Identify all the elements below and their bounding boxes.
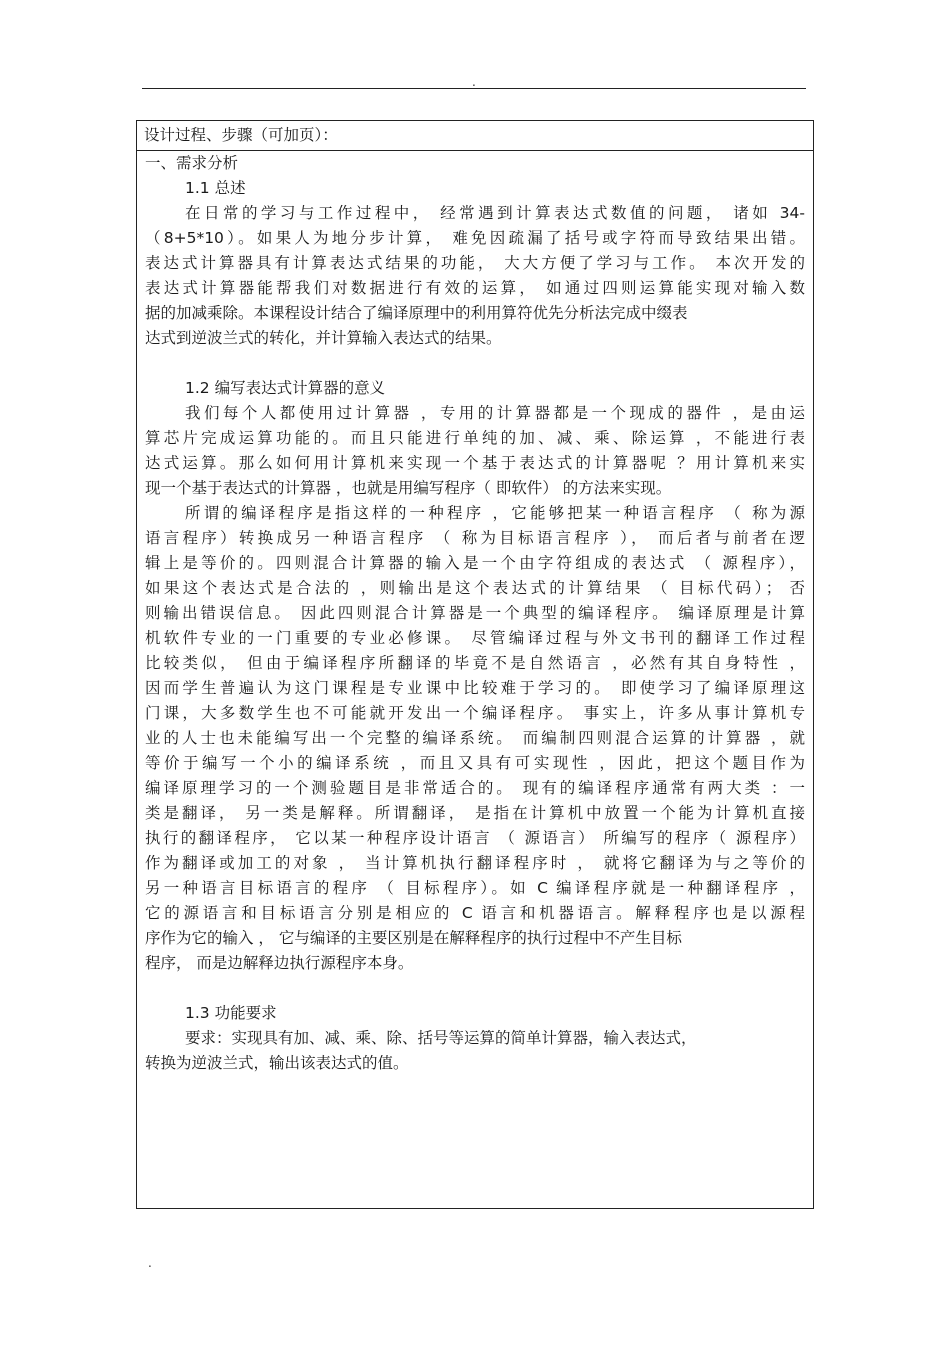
paragraph-line: 语言程序）转换成另一种语言程序 （ 称为目标语言程序 ）， 而后者与前者在逻 — [145, 529, 805, 547]
section-title: 一、需求分析 — [145, 154, 239, 172]
design-process-form — [136, 120, 814, 1209]
section-1-2-paragraph — [145, 401, 805, 976]
paragraph-line: 业的人士也未能编写出一个完整的编译系统。 而编制四则混合运算的计算器 ，就 — [145, 729, 805, 747]
paragraph-line: 我们每个人都使用过计算器 ，专用的计算器都是一个现成的器件 ，是由运 — [185, 404, 805, 422]
paragraph-line: 程序， 而是边解释边执行源程序本身。 — [145, 954, 414, 972]
form-body — [137, 151, 813, 1076]
paragraph-line: 编译原理学习的一个测验题目是非常适合的。 现有的编译程序通常有两大类 ：一 — [145, 779, 805, 797]
section-1-2-heading: 1.2 编写表达式计算器的意义 — [185, 379, 386, 397]
footer-mark: . — [148, 1256, 152, 1270]
paragraph-line: 达式到逆波兰式的转化，并计算输入表达式的结果。 — [145, 329, 502, 347]
paragraph-line: 表达式计算器能帮我们对数据进行有效的运算， 如通过四则运算能实现对输入数 — [145, 279, 805, 297]
header-mark: . — [472, 75, 476, 89]
section-1-3-heading: 1.3 功能要求 — [185, 1004, 277, 1022]
paragraph-line: （8+5*10）。如果人为地分步计算， 难免因疏漏了括号或字符而导致结果出错。 — [145, 229, 805, 247]
paragraph-line: 辑上是等价的。四则混合计算器的输入是一个由字符组成的表达式 （ 源程序）， — [145, 554, 805, 572]
paragraph-line: 类是翻译， 另一类是解释。所谓翻译， 是指在计算机中放置一个能为计算机直接 — [145, 804, 805, 822]
paragraph-line: 则输出错误信息。 因此四则混合计算器是一个典型的编译程序。 编译原理是计算 — [145, 604, 805, 622]
paragraph-line: 在日常的学习与工作过程中， 经常遇到计算表达式数值的问题， 诸如 34- — [185, 204, 805, 222]
paragraph-line: 要求：实现具有加、减、乘、除、括号等运算的简单计算器，输入表达式， — [185, 1029, 697, 1047]
section-1-3-paragraph — [145, 1026, 805, 1076]
paragraph-line: 算芯片完成运算功能的。而且只能进行单纯的加、减、乘、除运算 ，不能进行表 — [145, 429, 805, 447]
paragraph-line: 另一种语言目标语言的程序 （ 目标程序）。如 C 编译程序就是一种翻译程序 ， — [145, 879, 805, 897]
header-rule — [142, 88, 806, 89]
section-1-1-paragraph — [145, 201, 805, 351]
paragraph-line: 表达式计算器具有计算表达式结果的功能， 大大方便了学习与工作。 本次开发的 — [145, 254, 805, 272]
paragraph-line: 它的源语言和目标语言分别是相应的 C 语言和机器语言。解释程序也是以源程 — [145, 904, 805, 922]
paragraph-line: 比较类似， 但由于编译程序所翻译的毕竟不是自然语言 ，必然有其自身特性 ， — [145, 654, 805, 672]
paragraph-line: 转换为逆波兰式，输出该表达式的值。 — [145, 1054, 409, 1072]
paragraph-line: 执行的翻译程序， 它以某一种程序设计语言 （ 源语言） 所编写的程序（ 源程序） — [145, 829, 805, 847]
paragraph-line: 据的加减乘除。本课程设计结合了编译原理中的利用算符优先分析法完成中缀表 — [145, 304, 688, 322]
paragraph-line: 序作为它的输入 ， 它与编译的主要区别是在解释程序的执行过程中不产生目标 — [145, 929, 682, 947]
paragraph-line: 等价于编写一个小的编译系统 ，而且又具有可实现性 ，因此，把这个题目作为 — [145, 754, 805, 772]
paragraph-line: 如果这个表达式是合法的 ，则输出是这个表达式的计算结果 （ 目标代码）； 否 — [145, 579, 805, 597]
paragraph-line: 现一个基于表达式的计算器 ，也就是用编写程序（ 即软件） 的方法来实现。 — [145, 479, 672, 497]
section-1-1-heading: 1.1 总述 — [185, 179, 246, 197]
paragraph-line: 所谓的编译程序是指这样的一种程序 ，它能够把某一种语言程序 （ 称为源 — [185, 504, 805, 522]
paragraph-line: 因而学生普遍认为这门课程是专业课中比较难于学习的。 即使学习了编译原理这 — [145, 679, 805, 697]
paragraph-line: 门课，大多数学生也不可能就开发出一个编译程序。 事实上，许多从事计算机专 — [145, 704, 805, 722]
paragraph-line: 作为翻译或加工的对象 ， 当计算机执行翻译程序时 ， 就将它翻译为与之等价的 — [145, 854, 805, 872]
field-label: 设计过程、步骤（可加页）： — [137, 121, 813, 151]
paragraph-line: 机软件专业的一门重要的专业必修课。 尽管编译过程与外文书刊的翻译工作过程 — [145, 629, 805, 647]
paragraph-line: 达式运算。那么如何用计算机来实现一个基于表达式的计算器呢 ？用计算机来实 — [145, 454, 805, 472]
